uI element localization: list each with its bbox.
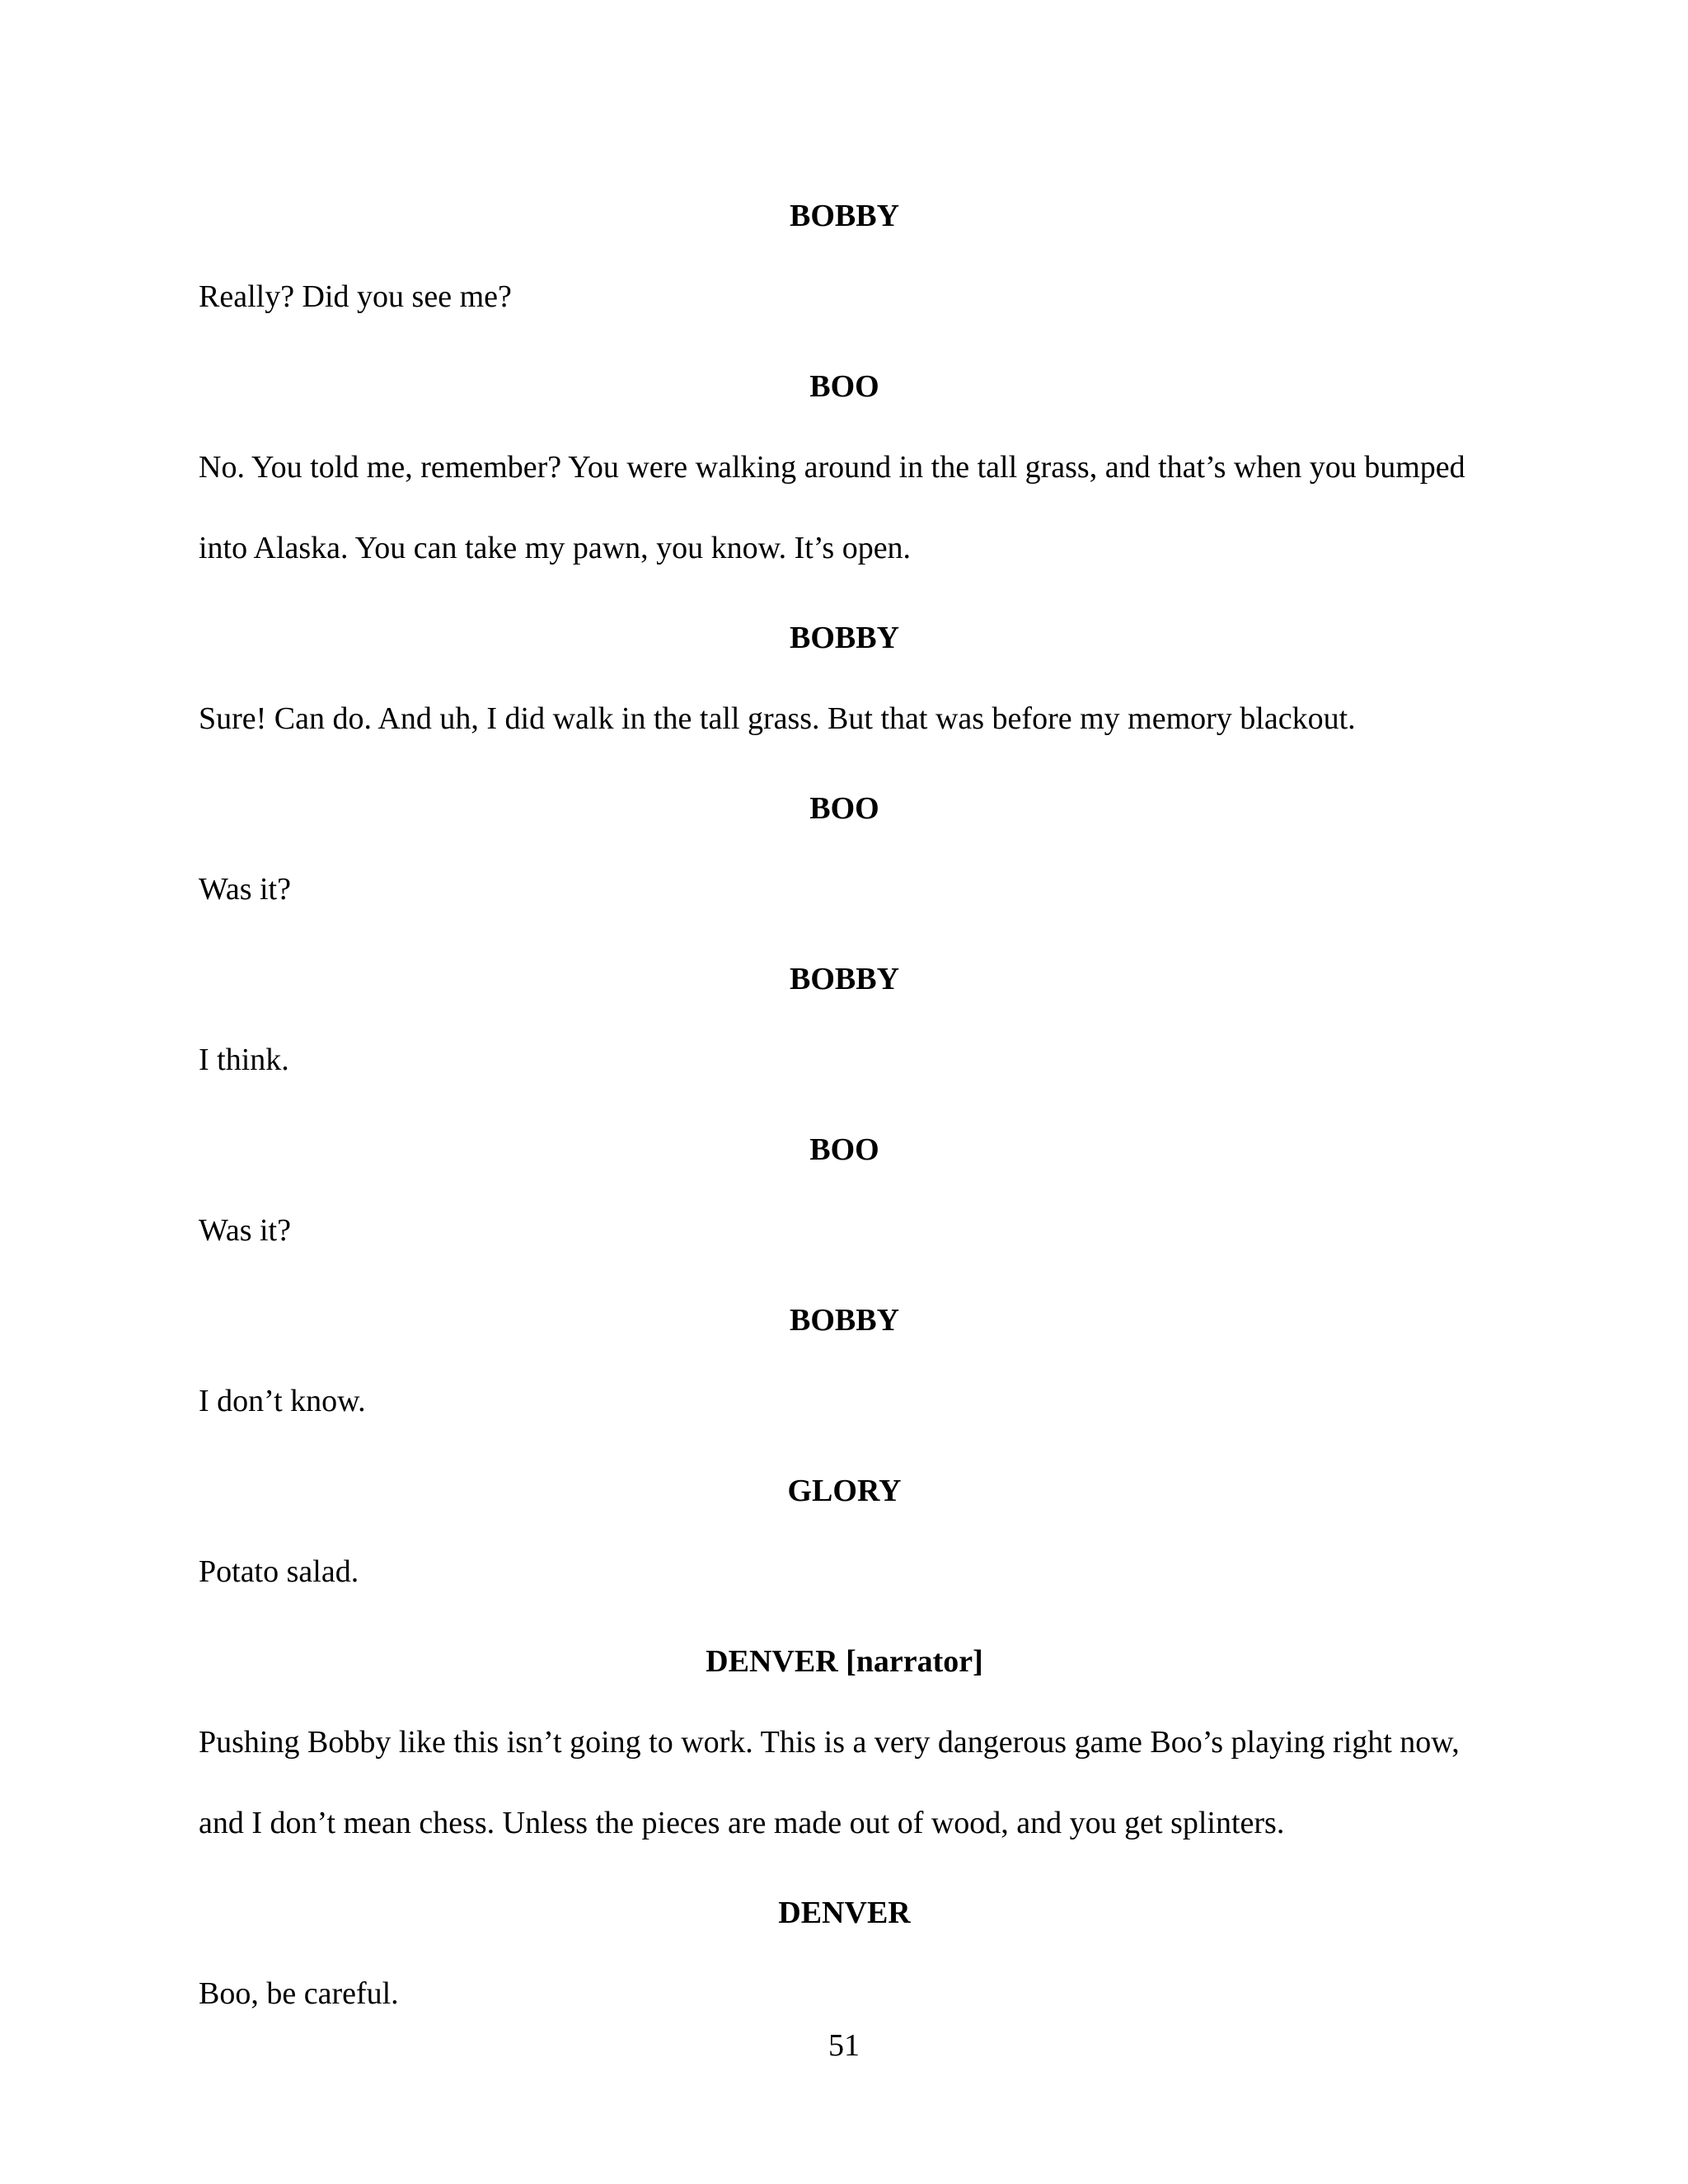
dialogue-entry <box>199 1473 1490 1612</box>
dialogue-entry <box>199 198 1490 337</box>
dialogue-line: Boo, be careful. <box>199 1976 399 2011</box>
dialogue-entry <box>199 790 1490 930</box>
dialogue-line: No. You told me, remember? You were walking around in the tall grass, and that’s when you bumped into Alaska. You can take my pawn, you know. It’s open. <box>199 450 1465 565</box>
dialogue-line: Potato salad. <box>199 1554 359 1589</box>
dialogue-line: Was it? <box>199 872 291 907</box>
dialogue-line: Was it? <box>199 1213 291 1248</box>
speaker-name: BOBBY <box>789 621 900 655</box>
speaker-name: GLORY <box>787 1474 902 1508</box>
speaker-name: DENVER [narrator] <box>706 1644 983 1679</box>
dialogue-entry <box>199 620 1490 759</box>
dialogue-line: Really? Did you see me? <box>199 279 512 314</box>
speaker-name: BOBBY <box>789 962 900 996</box>
dialogue-entry <box>199 1302 1490 1441</box>
page-number: 51 <box>828 2028 860 2063</box>
speaker-name: DENVER <box>778 1896 911 1930</box>
dialogue-line: Pushing Bobby like this isn’t going to work. This is a very dangerous game Boo’s playing right now, and I don’t mean chess. Unless the pieces are made out of wood, and you get splinters. <box>199 1725 1460 1840</box>
script-body <box>199 198 1490 2065</box>
dialogue-line: I don’t know. <box>199 1384 366 1418</box>
speaker-name: BOBBY <box>789 1303 900 1338</box>
dialogue-entry <box>199 961 1490 1100</box>
speaker-name: BOO <box>809 1132 879 1167</box>
dialogue-entry <box>199 368 1490 588</box>
dialogue-line: I think. <box>199 1043 289 1077</box>
dialogue-entry <box>199 1895 1490 2034</box>
speaker-name: BOBBY <box>789 199 900 233</box>
speaker-name: BOO <box>809 791 879 826</box>
dialogue-line: Sure! Can do. And uh, I did walk in the tall grass. But that was before my memory blackout. <box>199 701 1356 736</box>
dialogue-entry <box>199 1132 1490 1271</box>
dialogue-entry <box>199 1643 1490 1863</box>
speaker-name: BOO <box>809 369 879 404</box>
